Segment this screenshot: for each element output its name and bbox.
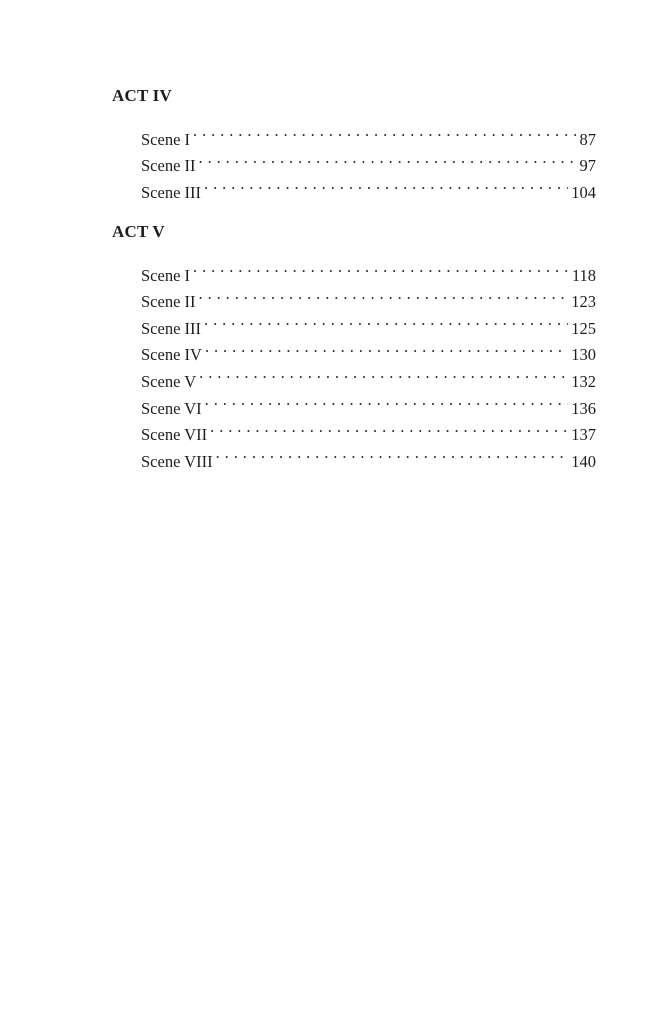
act-heading: ACT IV <box>112 86 172 105</box>
page-number: 132 <box>571 371 596 391</box>
scene-title: Scene III <box>141 182 202 202</box>
page-number: 130 <box>571 345 596 365</box>
toc-entry[interactable] <box>141 360 596 391</box>
page-number: 137 <box>571 425 596 445</box>
scene-title: Scene II <box>141 292 196 312</box>
page-number: 125 <box>571 318 596 338</box>
scene-title: Scene I <box>141 265 191 285</box>
scene-list <box>112 254 596 471</box>
page-number: 104 <box>571 182 596 202</box>
toc-entry[interactable] <box>141 281 596 312</box>
act-v-section <box>112 222 596 471</box>
scene-list <box>112 118 596 202</box>
scene-title: Scene VI <box>141 398 202 418</box>
dot-leader <box>193 254 569 281</box>
page-number: 97 <box>579 156 596 176</box>
scene-title: Scene V <box>141 371 197 391</box>
toc-entry[interactable] <box>141 387 596 418</box>
dot-leader <box>205 387 569 414</box>
toc-entry[interactable] <box>141 118 596 149</box>
dot-leader <box>216 440 569 467</box>
act-iv-section <box>112 86 596 202</box>
dot-leader <box>199 281 569 308</box>
toc-entry[interactable] <box>141 171 596 202</box>
toc-entry[interactable] <box>141 414 596 445</box>
dot-leader <box>205 334 568 361</box>
scene-title: Scene IV <box>141 345 202 365</box>
toc-entry[interactable] <box>141 334 596 365</box>
page-number: 87 <box>579 129 596 149</box>
dot-leader <box>204 307 568 334</box>
dot-leader <box>210 414 568 441</box>
scene-title: Scene VII <box>141 425 208 445</box>
toc-entry[interactable] <box>141 145 596 176</box>
page-number: 136 <box>571 398 596 418</box>
dot-leader <box>204 171 568 198</box>
toc-entry[interactable] <box>141 254 596 285</box>
scene-title: Scene VIII <box>141 451 213 471</box>
page-number: 118 <box>571 265 596 285</box>
dot-leader <box>199 145 577 172</box>
scene-title: Scene III <box>141 318 202 338</box>
dot-leader <box>193 118 576 145</box>
scene-title: Scene II <box>141 156 196 176</box>
dot-leader <box>199 360 568 387</box>
scene-title: Scene I <box>141 129 191 149</box>
page-number: 123 <box>571 292 596 312</box>
act-heading: ACT V <box>112 222 165 241</box>
page-number: 140 <box>571 451 596 471</box>
toc-entry[interactable] <box>141 307 596 338</box>
